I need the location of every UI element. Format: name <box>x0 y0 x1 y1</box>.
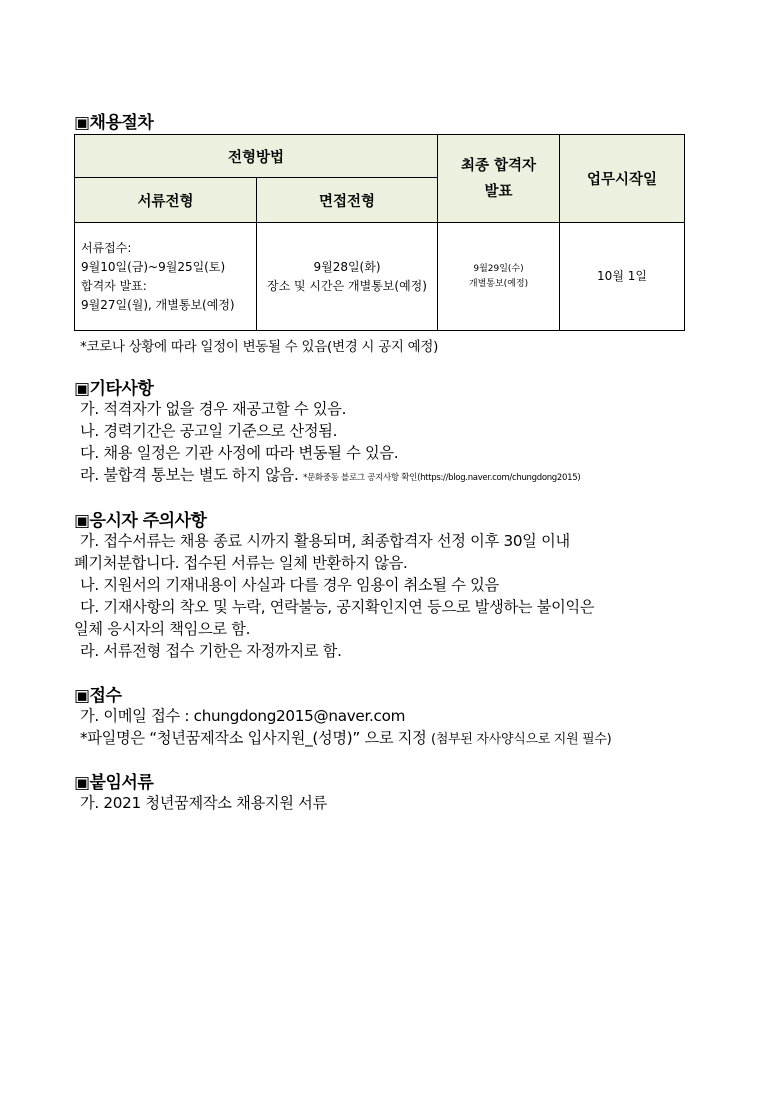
final-line: 개별통보(예정) <box>468 278 529 289</box>
blog-notice-link-text: *문화중동 블로그 공지사항 확인(https://blog.naver.com/chungdong2015) <box>303 473 581 483</box>
submission-filename-line <box>80 727 611 748</box>
interview-line: 9월28일(화) <box>313 259 381 274</box>
cell-document-screening <box>75 223 257 331</box>
screen-line: 서류접수: <box>81 240 132 255</box>
other-note-item: 다. 채용 일정은 기관 사정에 따라 변동될 수 있음. <box>80 444 399 462</box>
caution-line: 가. 접수서류는 채용 종료 시까지 활용되며, 최종합격자 선정 이후 30일 이내 <box>80 532 570 550</box>
form-requirement-text: (첨부된 자사양식으로 지원 필수) <box>431 732 612 747</box>
caution-line: 나. 지원서의 기재내용이 사실과 다를 경우 임용이 취소될 수 있음 <box>80 576 499 594</box>
other-note-item <box>80 464 580 485</box>
other-note-item: 가. 적격자가 없을 경우 재공고할 수 있음. <box>80 400 347 418</box>
final-line: 9월29일(수) <box>473 263 524 274</box>
filename-rule-text: *파일명은 “청년꿈제작소 입사지원_(성명)” 으로 지정 <box>80 729 427 747</box>
cell-start-date: 10월 1일 <box>560 223 685 331</box>
section-title-submission: ▣접수 <box>74 686 122 706</box>
other-note-item: 나. 경력기간은 공고일 기준으로 산정됨. <box>80 422 338 440</box>
caution-line: 다. 기재사항의 착오 및 누락, 연락불능, 공지확인지연 등으로 발생하는 불이익은 <box>80 598 595 616</box>
header-document-screening: 서류전형 <box>75 178 257 223</box>
section-title-recruitment-process: ▣채용절차 <box>74 113 154 133</box>
header-selection-method: 전형방법 <box>75 135 438 178</box>
header-final-announcement <box>438 135 560 223</box>
header-start-date: 업무시작일 <box>560 135 685 223</box>
cell-final-announcement <box>438 223 560 331</box>
interview-line: 장소 및 시간은 개별통보(예정) <box>267 278 427 293</box>
header-final-line1: 최종 합격자 <box>460 157 537 174</box>
section-title-other-notes: ▣기타사항 <box>74 379 154 399</box>
screen-line: 합격자 발표: <box>81 278 147 293</box>
screen-line: 9월27일(월), 개별통보(예정) <box>81 297 235 312</box>
section-title-attachments: ▣붙임서류 <box>74 773 154 793</box>
attachment-line: 가. 2021 청년꿈제작소 채용지원 서류 <box>80 794 327 812</box>
recruitment-process-table <box>74 134 685 331</box>
caution-line: 폐기처분합니다. 접수된 서류는 일체 반환하지 않음. <box>74 554 408 572</box>
caution-line: 라. 서류전형 접수 기한은 자정까지로 함. <box>80 642 342 660</box>
section-title-applicant-cautions: ▣응시자 주의사항 <box>74 511 207 531</box>
cell-interview <box>257 223 438 331</box>
submission-email-line: 가. 이메일 접수 : chungdong2015@naver.com <box>80 707 406 725</box>
header-interview: 면접전형 <box>257 178 438 223</box>
header-final-line2: 발표 <box>484 183 513 200</box>
other-note-item-text: 라. 불합격 통보는 별도 하지 않음. <box>80 466 299 484</box>
caution-line: 일체 응시자의 책임으로 함. <box>74 620 251 638</box>
screen-line: 9월10일(금)~9월25일(토) <box>81 259 226 274</box>
covid-schedule-note: *코로나 상황에 따라 일정이 변동될 수 있음(변경 시 공지 예정) <box>80 339 439 355</box>
